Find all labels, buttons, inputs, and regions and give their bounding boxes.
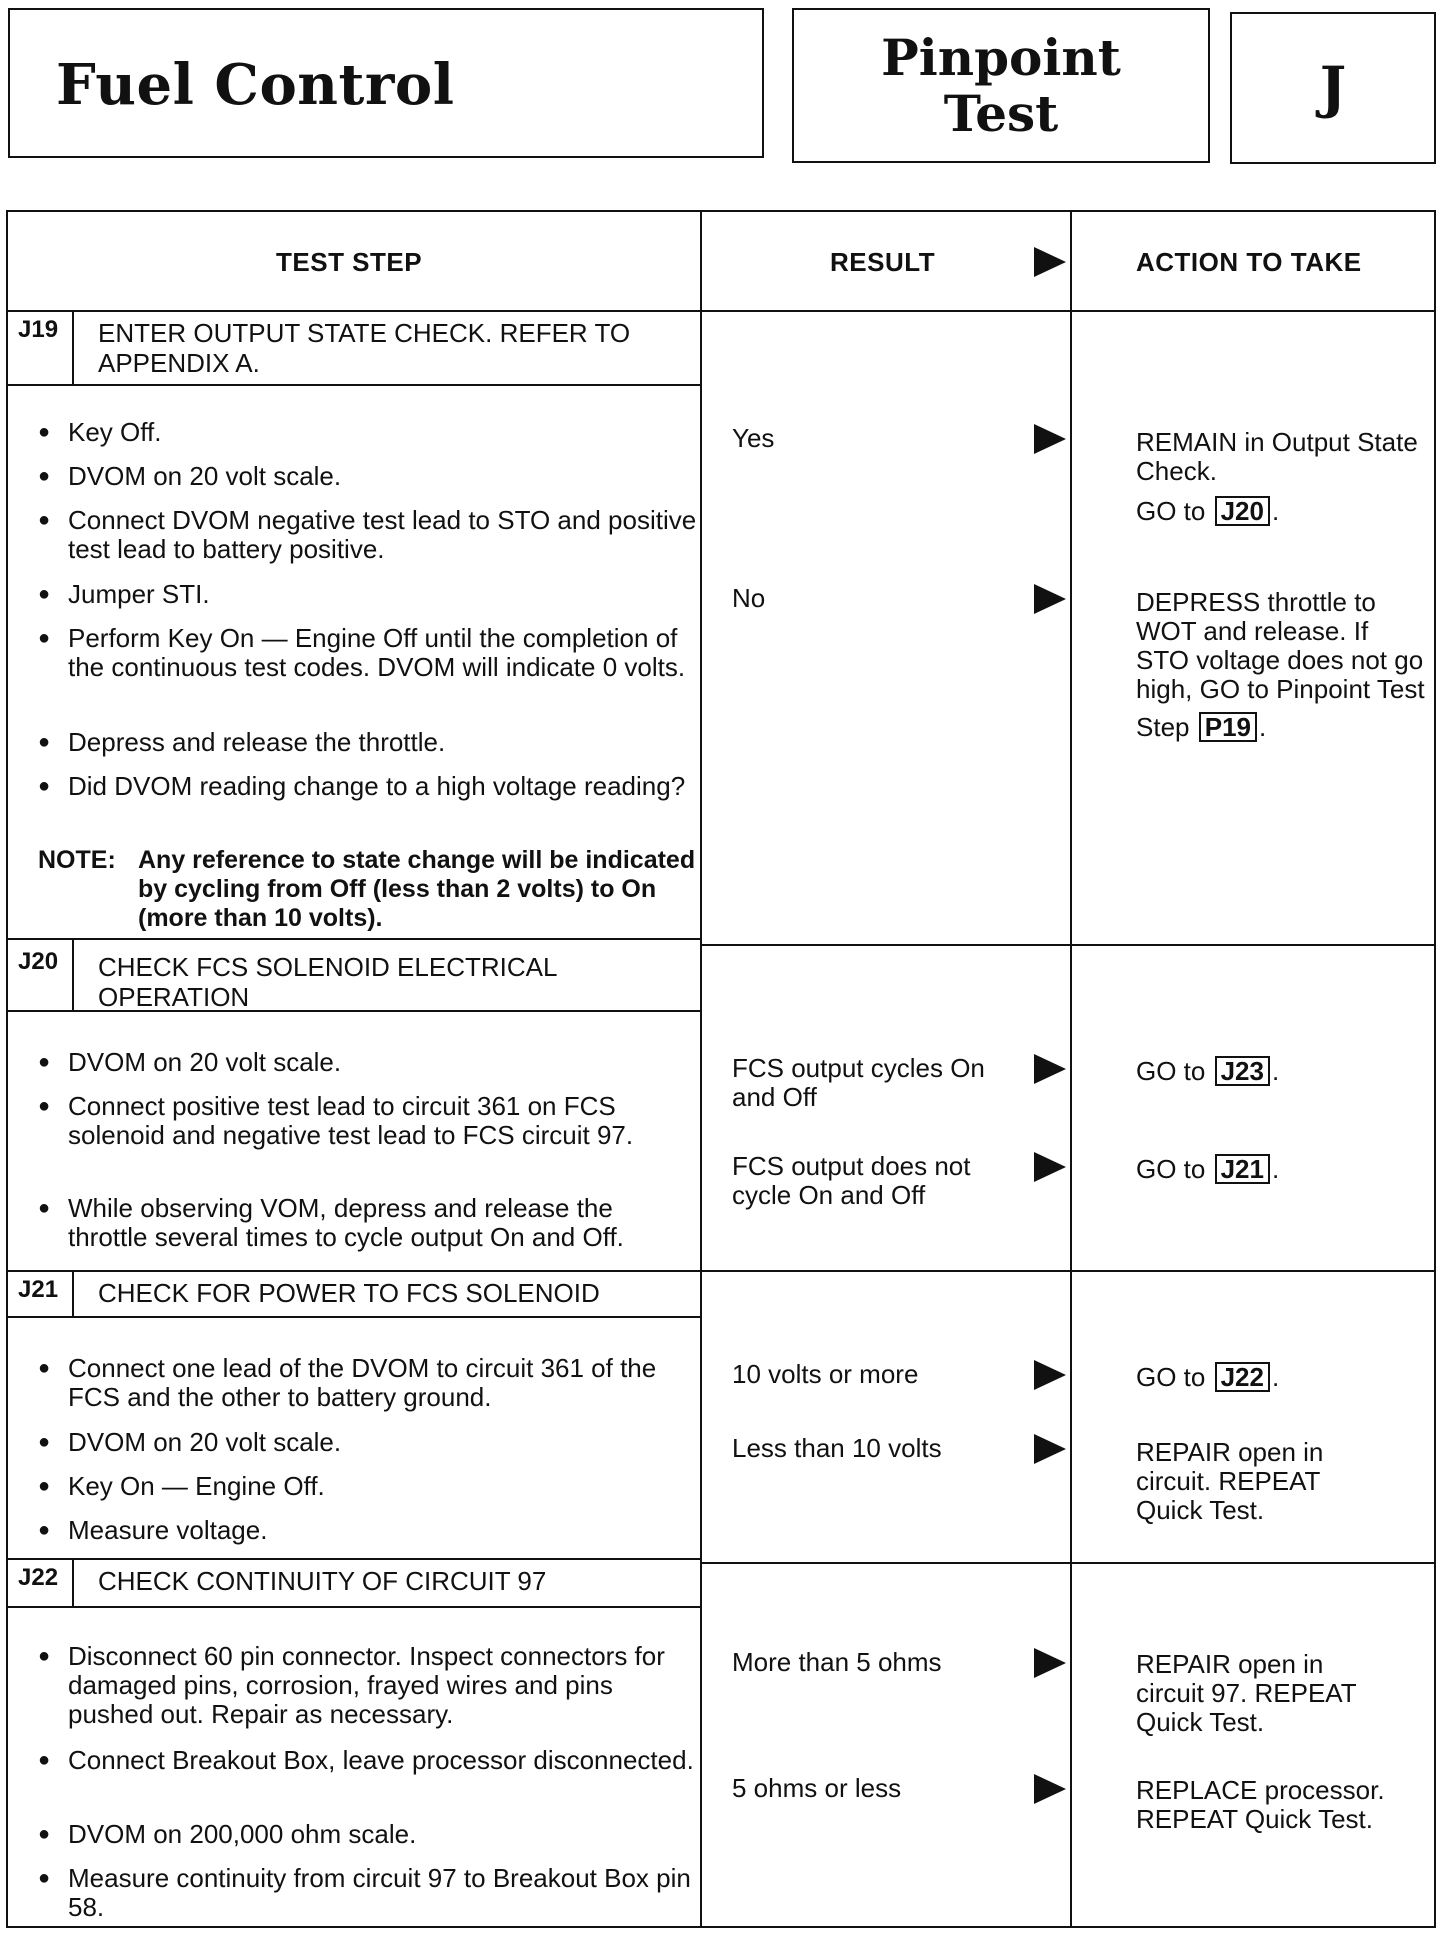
go-label: GO to	[1136, 1056, 1206, 1086]
bullet-item: ● Measure voltage.	[38, 1516, 698, 1545]
page-title: Fuel Control	[56, 52, 455, 118]
bullet-item: ● Did DVOM reading change to a high voltage reading?	[38, 772, 698, 801]
section-letter: J	[1319, 55, 1347, 121]
bullet-item: ● Disconnect 60 pin connector. Inspect connectors for damaged pins, corrosion, frayed wires and pins pushed out. Repair as necessary.	[38, 1642, 700, 1729]
row-divider	[8, 1558, 700, 1560]
row-divider	[8, 938, 700, 940]
step-title-underline	[8, 1316, 700, 1318]
bullet-item: ● DVOM on 20 volt scale.	[38, 1048, 698, 1077]
action-go	[1136, 496, 1426, 526]
action-j21-high	[1136, 1362, 1279, 1392]
result-j19-yes: Yes	[732, 423, 775, 453]
note-label: NOTE:	[38, 846, 116, 874]
arrow-icon	[1034, 247, 1066, 277]
action-j19-no	[1136, 588, 1428, 742]
test-type-box	[792, 8, 1210, 163]
row-divider	[8, 1270, 1434, 1272]
pinpoint-test-table	[6, 210, 1436, 1928]
col-header-test-step: TEST STEP	[276, 246, 423, 277]
step-id-j19: J19	[18, 316, 59, 343]
step-id-divider	[72, 940, 74, 1010]
punct: .	[1259, 712, 1267, 742]
step-ref-j21[interactable]: J21	[1215, 1154, 1270, 1184]
test-type: Pinpoint Test	[881, 27, 1121, 143]
bullet-item: ● Depress and release the throttle.	[38, 728, 698, 757]
row-divider	[700, 944, 1434, 946]
step-title-j21: CHECK FOR POWER TO FCS SOLENOID	[98, 1278, 600, 1308]
go-label: GO to	[1136, 496, 1206, 526]
bullet-item: ● DVOM on 20 volt scale.	[38, 1428, 698, 1457]
bullet-item: ● While observing VOM, depress and release the throttle several times to cycle output On and Off.	[38, 1194, 698, 1252]
bullet-item: ● Connect one lead of the DVOM to circuit 361 of the FCS and the other to battery ground.	[38, 1354, 698, 1412]
action-go	[1136, 712, 1428, 742]
step-id-divider	[72, 1560, 74, 1606]
step-title-underline	[8, 1010, 700, 1012]
action-j19-yes	[1136, 428, 1426, 526]
action-j22-more: REPAIR open in circuit 97. REPEAT Quick Test.	[1136, 1649, 1357, 1737]
bullet-item: ● Perform Key On — Engine Off until the completion of the continuous test codes. DVOM will indicate 0 volts.	[38, 624, 698, 682]
arrow-icon	[1034, 1054, 1066, 1084]
result-j19-no: No	[732, 583, 766, 613]
step-title-j22: CHECK CONTINUITY OF CIRCUIT 97	[98, 1566, 547, 1596]
arrow-icon	[1034, 1360, 1066, 1390]
step-ref-j20[interactable]: J20	[1215, 496, 1270, 526]
bullet-item: ● DVOM on 200,000 ohm scale.	[38, 1820, 700, 1849]
arrow-icon	[1034, 1152, 1066, 1182]
action-text: REMAIN in Output State Check.	[1136, 427, 1418, 486]
action-j20-no-cycle	[1136, 1154, 1279, 1184]
bullet-item: ● Connect DVOM negative test lead to STO and positive test lead to battery positive.	[38, 506, 698, 564]
arrow-icon	[1034, 1434, 1066, 1464]
step-id-divider	[72, 1272, 74, 1316]
result-j21-high: 10 volts or more	[732, 1359, 919, 1389]
note-text: Any reference to state change will be indicated by cycling from Off (less than 2 volts) to On (more than 10 volts).	[138, 846, 696, 932]
step-title-j19: ENTER OUTPUT STATE CHECK. REFER TO APPENDIX A.	[98, 318, 631, 378]
result-j22-less: 5 ohms or less	[732, 1773, 902, 1803]
step-ref-j22[interactable]: J22	[1215, 1362, 1270, 1392]
result-j21-low: Less than 10 volts	[732, 1433, 942, 1463]
step-ref-j23[interactable]: J23	[1215, 1056, 1270, 1086]
arrow-icon	[1034, 424, 1066, 454]
action-j20-cycles	[1136, 1056, 1279, 1086]
step-id-j20: J20	[18, 948, 59, 975]
bullet-item: ● Key Off.	[38, 418, 698, 447]
col-divider-1	[700, 212, 702, 1926]
result-j20-no-cycle: FCS output does not cycle On and Off	[732, 1151, 971, 1210]
col-header-result: RESULT	[830, 246, 936, 277]
step-id-divider	[72, 312, 74, 384]
bullet-item: ● Jumper STI.	[38, 580, 698, 609]
result-j20-cycles: FCS output cycles On and Off	[732, 1053, 985, 1112]
punct: .	[1271, 1154, 1280, 1184]
action-text: DEPRESS throttle to WOT and release. If STO voltage does not go high, GO to Pinpoint Test	[1136, 587, 1425, 704]
step-id-j21: J21	[18, 1276, 59, 1303]
title-box	[8, 8, 764, 158]
arrow-icon	[1034, 584, 1066, 614]
arrow-icon	[1034, 1648, 1066, 1678]
col-divider-2	[1070, 212, 1072, 1926]
bullet-item: ● Connect Breakout Box, leave processor disconnected.	[38, 1746, 700, 1775]
punct: .	[1271, 496, 1280, 526]
bullet-item: ● Measure continuity from circuit 97 to Breakout Box pin 58.	[38, 1864, 700, 1922]
col-header-action: ACTION TO TAKE	[1136, 246, 1362, 277]
row-divider	[700, 1562, 1434, 1564]
step-ref-p19[interactable]: P19	[1199, 712, 1257, 742]
step-title-underline	[8, 1606, 700, 1608]
go-label: GO to	[1136, 1362, 1206, 1392]
go-label: GO to	[1136, 1154, 1206, 1184]
section-letter-box	[1230, 12, 1436, 164]
action-j22-less: REPLACE processor. REPEAT Quick Test.	[1136, 1775, 1385, 1834]
step-title-underline	[8, 384, 700, 386]
result-j22-more: More than 5 ohms	[732, 1647, 942, 1677]
punct: .	[1271, 1362, 1280, 1392]
step-title-j20: CHECK FCS SOLENOID ELECTRICAL OPERATION	[98, 952, 557, 1012]
go-label: Step	[1136, 712, 1190, 742]
step-id-j22: J22	[18, 1564, 59, 1591]
arrow-icon	[1034, 1774, 1066, 1804]
header-divider	[8, 310, 1434, 312]
bullet-item: ● Connect positive test lead to circuit 361 on FCS solenoid and negative test lead to FCS circuit 97.	[38, 1092, 698, 1150]
bullet-item: ● DVOM on 20 volt scale.	[38, 462, 698, 491]
punct: .	[1271, 1056, 1280, 1086]
action-j21-low: REPAIR open in circuit. REPEAT Quick Test.	[1136, 1437, 1324, 1525]
bullet-item: ● Key On — Engine Off.	[38, 1472, 698, 1501]
